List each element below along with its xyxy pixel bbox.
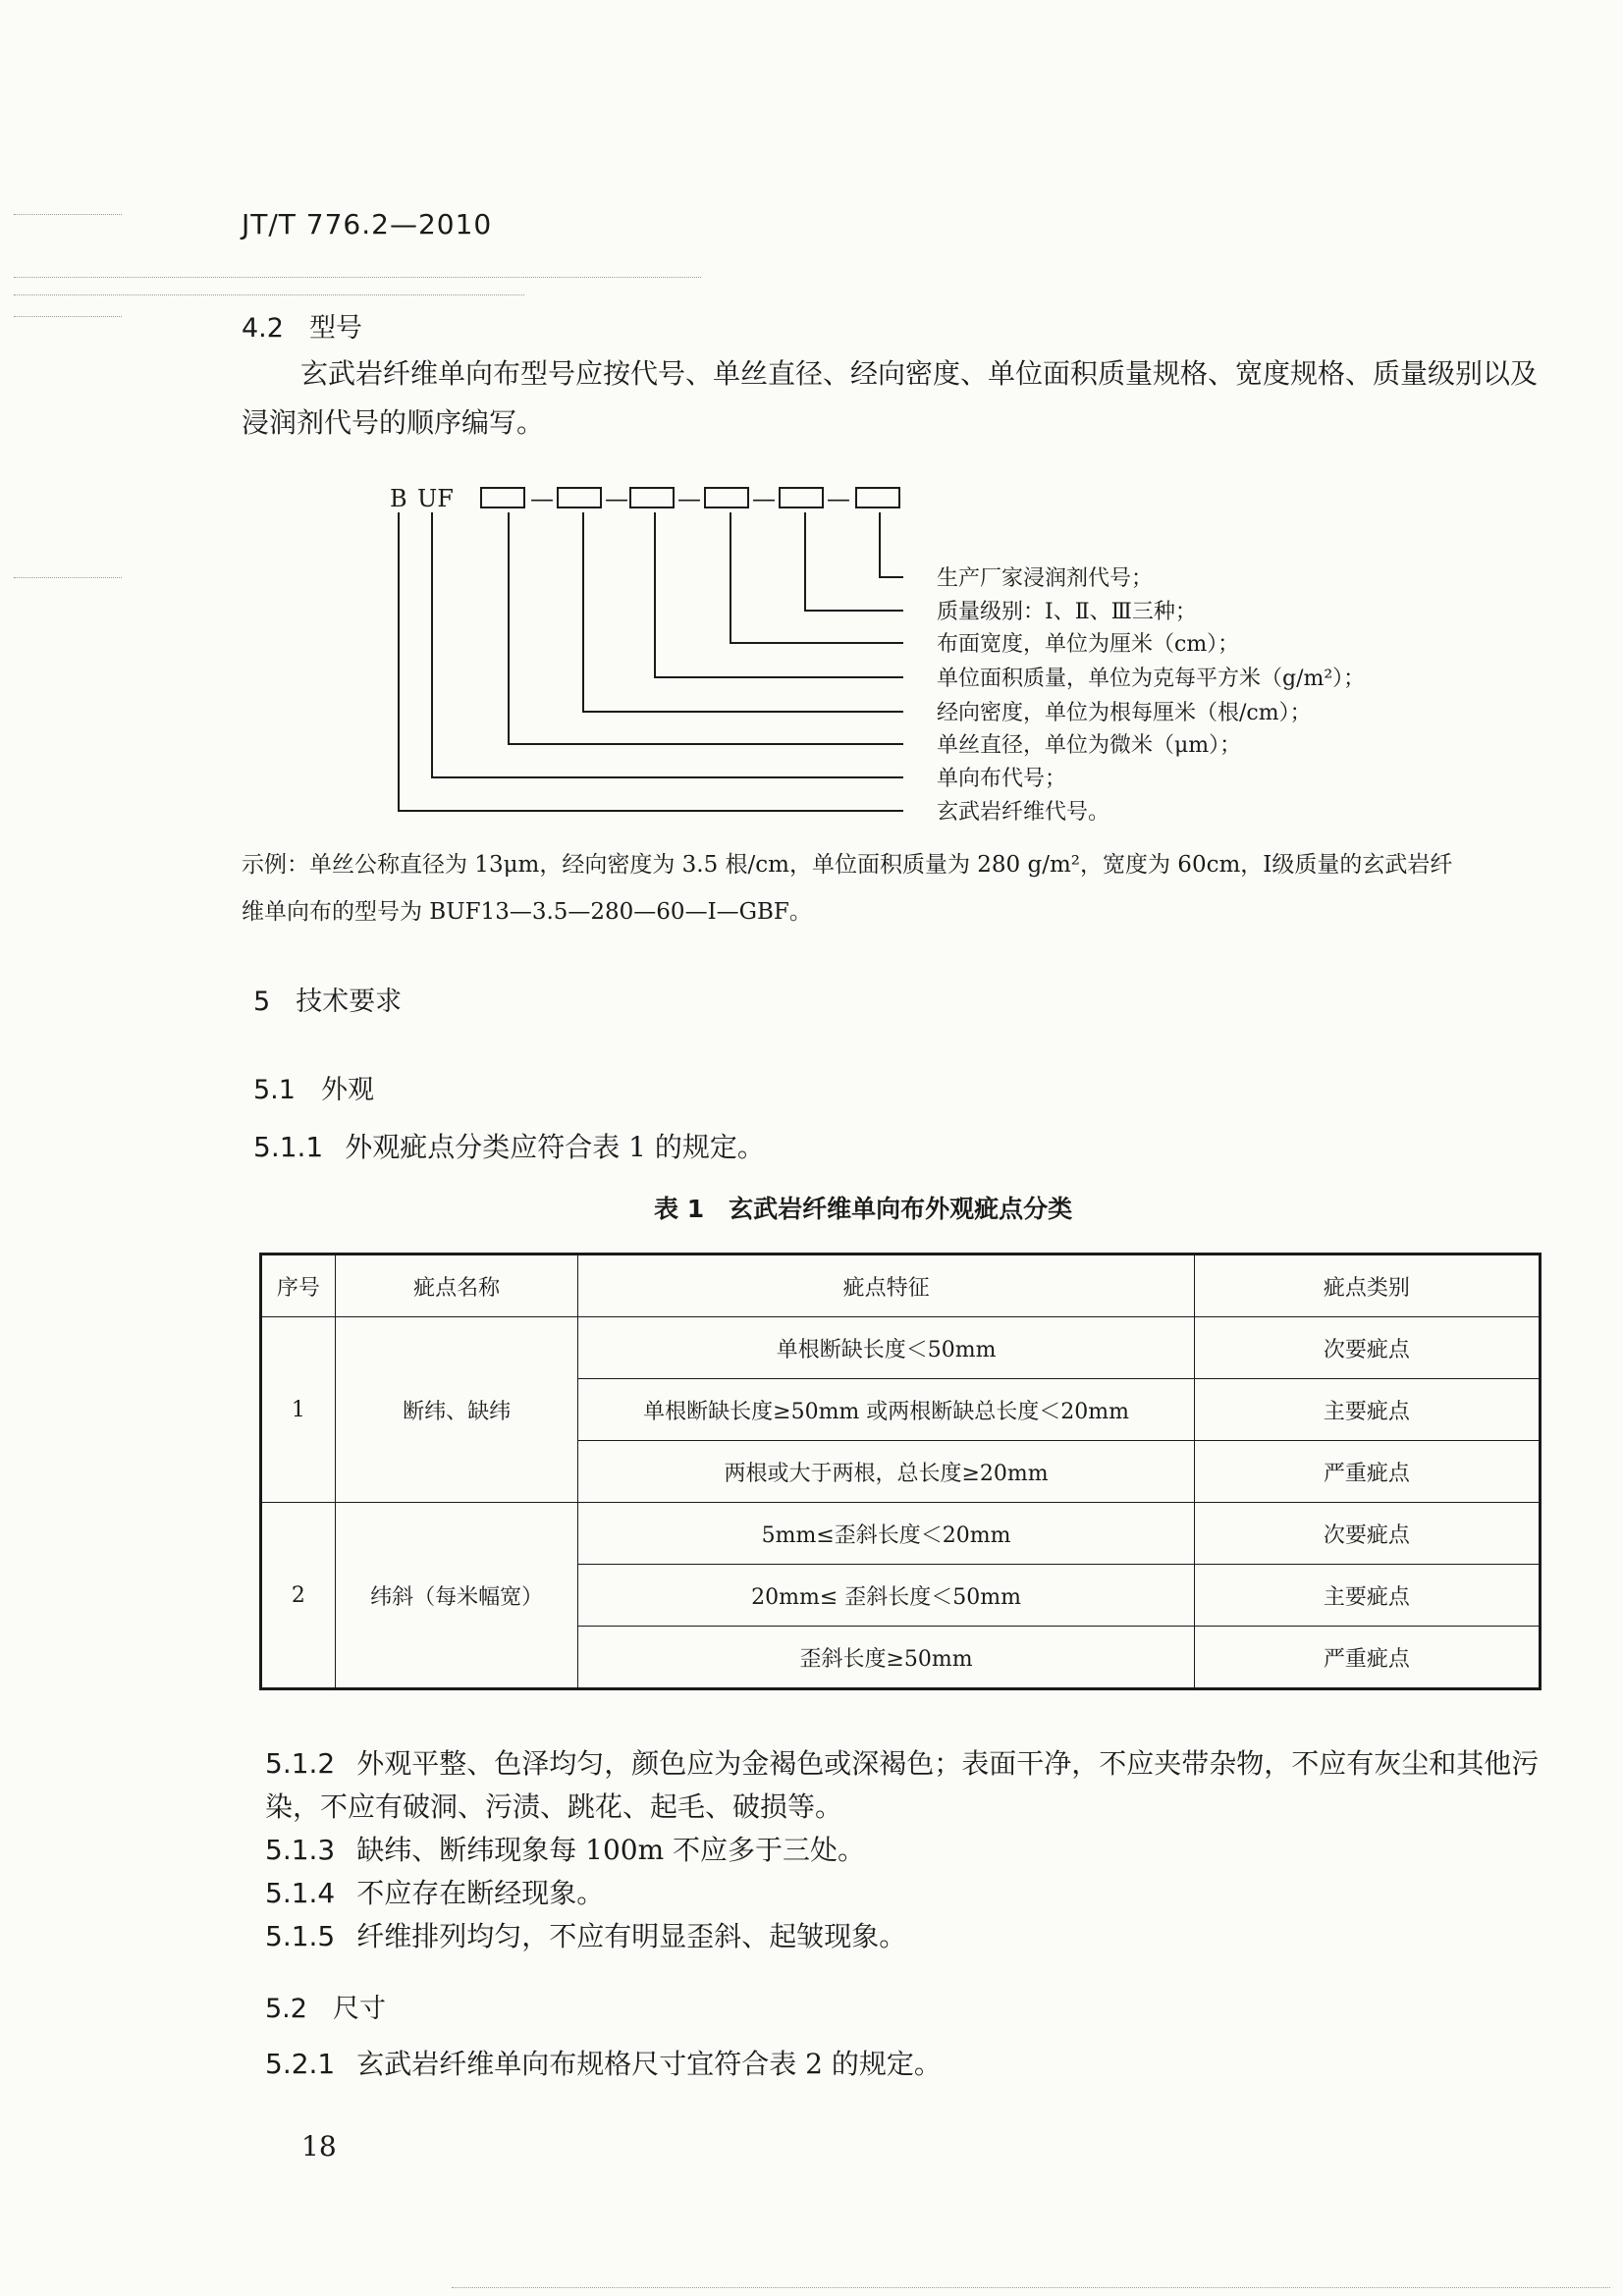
section-4-2-paragraph-line1: 玄武岩纤维单向布型号应按代号、单丝直径、经向密度、单位面积质量规格、宽度规格、质量级别以及 [300, 357, 1539, 390]
header-cell-category: 疵点类别 [1194, 1255, 1540, 1317]
code-box-4 [705, 488, 748, 507]
leader-1 [880, 512, 903, 577]
clause-text: 外观疵点分类应符合表 1 的规定。 [345, 1131, 765, 1163]
section-5-1-3 [265, 1828, 865, 1873]
code-box-3 [630, 488, 674, 507]
diagram-label-b-code: 玄武岩纤维代号。 [937, 800, 1110, 825]
table-1 [259, 1253, 1542, 1690]
seq-cell: 2 [261, 1503, 336, 1689]
header-cell-seq: 序号 [261, 1255, 336, 1317]
section-number: 5.1.1 [253, 1131, 324, 1163]
section-5-1-heading [253, 1068, 374, 1106]
feature-cell: 单根断缺长度≥50mm 或两根断缺总长度＜20mm [578, 1379, 1195, 1441]
section-title: 技术要求 [296, 987, 403, 1017]
standard-number-header: JT/T 776.2—2010 [242, 208, 493, 240]
table-header-row [261, 1255, 1541, 1317]
section-5-2-heading [265, 1987, 386, 2025]
feature-cell: 5mm≤歪斜长度＜20mm [578, 1503, 1195, 1565]
code-separator: — [752, 485, 776, 512]
diagram-label-areal-mass: 单位面积质量，单位为克每平方米（g/m²）； [937, 667, 1366, 691]
code-box-6 [856, 488, 899, 507]
section-number: 5.1.4 [265, 1877, 336, 1909]
section-number: 4.2 [242, 313, 284, 344]
code-separator: — [605, 485, 628, 512]
category-cell: 主要疵点 [1194, 1379, 1540, 1441]
section-number: 5.1.5 [265, 1920, 336, 1952]
table-row [261, 1317, 1541, 1379]
page-number: 18 [301, 2130, 337, 2163]
diagram-label-uf-code: 单向布代号； [937, 767, 1067, 791]
leader-b [399, 512, 903, 811]
header-cell-feature: 疵点特征 [578, 1255, 1195, 1317]
leader-uf [432, 512, 903, 777]
section-5-2-1 [265, 2042, 942, 2087]
section-5-heading [253, 980, 402, 1018]
defect-name-cell: 断纬、缺纬 [335, 1317, 577, 1503]
code-prefix-uf: UF [417, 485, 454, 512]
clause-text: 纤维排列均匀，不应有明显歪斜、起皱现象。 [356, 1920, 907, 1952]
diagram-label-warp-density: 经向密度，单位为根每厘米（根/cm）； [937, 701, 1312, 725]
section-4-2-paragraph-line2: 浸润剂代号的顺序编写。 [242, 406, 545, 439]
header-cell-name: 疵点名称 [335, 1255, 577, 1317]
example-note-line2: 维单向布的型号为 BUF13—3.5—280—60—Ⅰ—GBF。 [242, 899, 812, 925]
section-number: 5 [253, 987, 271, 1017]
section-number: 5.1 [253, 1075, 296, 1105]
leader-2 [805, 512, 903, 611]
code-separator: — [827, 485, 850, 512]
example-note-line1: 示例：单丝公称直径为 13μm，经向密度为 3.5 根/cm，单位面积质量为 280 g/m²，宽度为 60cm，Ⅰ级质量的玄武岩纤 [242, 852, 1453, 878]
section-5-1-4 [265, 1871, 604, 1916]
section-title: 型号 [308, 313, 362, 344]
feature-cell: 歪斜长度≥50mm [578, 1627, 1195, 1689]
section-number: 5.1.2 [265, 1747, 336, 1780]
section-5-1-5 [265, 1914, 906, 1959]
section-5-1-2-line2: 染，不应有破洞、污渍、跳花、起毛、破损等。 [265, 1790, 843, 1823]
section-number: 5.1.3 [265, 1834, 336, 1866]
category-cell: 严重疵点 [1194, 1441, 1540, 1503]
code-separator: — [677, 485, 701, 512]
category-cell: 次要疵点 [1194, 1317, 1540, 1379]
leader-5 [583, 512, 903, 712]
section-title: 外观 [320, 1075, 374, 1105]
section-5-1-2-line1 [265, 1741, 1539, 1787]
table-1-caption: 表 1 玄武岩纤维单向布外观疵点分类 [654, 1195, 1073, 1223]
feature-cell: 单根断缺长度＜50mm [578, 1317, 1195, 1379]
leader-3 [730, 512, 903, 643]
code-separator: — [530, 485, 554, 512]
diagram-label-width: 布面宽度，单位为厘米（cm）； [937, 632, 1240, 657]
section-title: 尺寸 [332, 1994, 386, 2024]
clause-text: 玄武岩纤维单向布规格尺寸宜符合表 2 的规定。 [356, 2048, 942, 2080]
leader-6 [509, 512, 903, 744]
clause-text: 缺纬、断纬现象每 100m 不应多于三处。 [356, 1834, 866, 1866]
table-row [261, 1503, 1541, 1565]
feature-cell: 20mm≤ 歪斜长度＜50mm [578, 1565, 1195, 1627]
leader-4 [655, 512, 903, 677]
diagram-label-quality-grade: 质量级别：Ⅰ、Ⅱ、Ⅲ三种； [937, 600, 1197, 624]
section-5-1-1 [253, 1125, 765, 1170]
clause-text: 不应存在断经现象。 [356, 1877, 605, 1909]
defect-name-cell: 纬斜（每米幅宽） [335, 1503, 577, 1689]
category-cell: 主要疵点 [1194, 1565, 1540, 1627]
section-number: 5.2.1 [265, 2048, 336, 2080]
code-prefix-b: B [390, 485, 407, 512]
feature-cell: 两根或大于两根，总长度≥20mm [578, 1441, 1195, 1503]
section-number: 5.2 [265, 1994, 307, 2024]
diagram-label-sizing-agent: 生产厂家浸润剂代号； [937, 566, 1154, 591]
code-box-2 [558, 488, 601, 507]
diagram-label-filament-diameter: 单丝直径，单位为微米（μm）； [937, 733, 1242, 758]
category-cell: 次要疵点 [1194, 1503, 1540, 1565]
seq-cell: 1 [261, 1317, 336, 1503]
code-box-5 [780, 488, 823, 507]
code-box-1 [481, 488, 524, 507]
clause-text: 外观平整、色泽均匀，颜色应为金褐色或深褐色；表面干净，不应夹带杂物，不应有灰尘和其他污 [356, 1747, 1540, 1780]
category-cell: 严重疵点 [1194, 1627, 1540, 1689]
